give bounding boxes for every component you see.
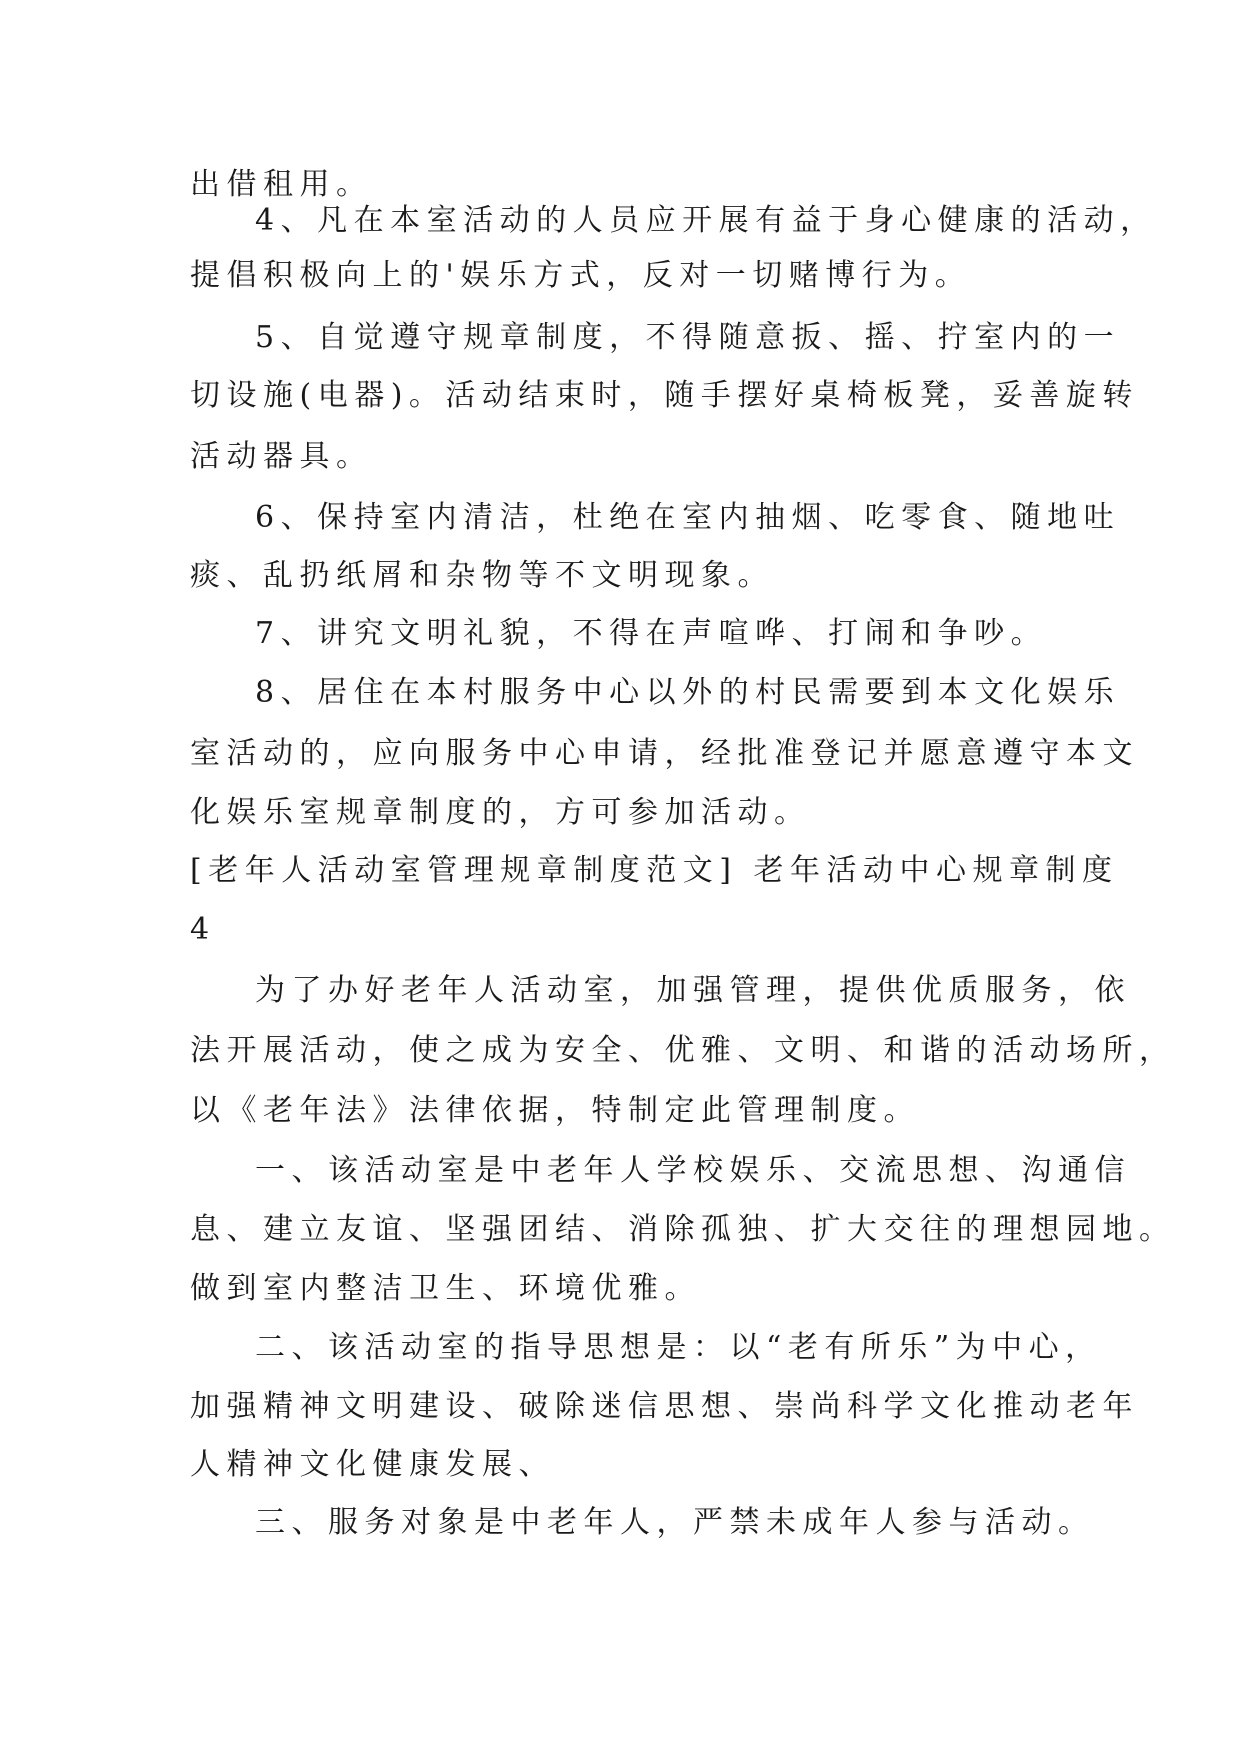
text-line: 室活动的，应向服务中心申请，经批准登记并愿意遵守本文 [190, 736, 1139, 771]
text-line: 痰、乱扔纸屑和杂物等不文明现象。 [190, 558, 774, 593]
text-line: 化娱乐室规章制度的，方可参加活动。 [190, 795, 811, 830]
text-line: 4、凡在本室活动的人员应开展有益于身心健康的活动， [255, 203, 1157, 238]
text-line: 7、讲究文明礼貌，不得在声喧哗、打闹和争吵。 [255, 616, 1048, 651]
text-line: 出借租用。 [190, 167, 373, 202]
text-line: 三、服务对象是中老年人，严禁未成年人参与活动。 [255, 1505, 1095, 1540]
text-line: 提倡积极向上的'娱乐方式，反对一切赌博行为。 [190, 258, 972, 293]
text-line: 人精神文化健康发展、 [190, 1447, 555, 1482]
text-line: 4 [190, 912, 216, 947]
text-line: 活动器具。 [190, 439, 373, 474]
text-line: 切设施(电器)。活动结束时，随手摆好桌椅板凳，妥善旋转 [190, 378, 1139, 413]
text-line: 5、自觉遵守规章制度，不得随意扳、摇、拧室内的一 [255, 320, 1121, 355]
text-line: [老年人活动室管理规章制度范文] 老年活动中心规章制度 [190, 853, 1119, 888]
text-line: 以《老年法》法律依据，特制定此管理制度。 [190, 1093, 920, 1128]
text-line: 8、居住在本村服务中心以外的村民需要到本文化娱乐 [255, 675, 1121, 710]
text-line: 二、该活动室的指导思想是：以“老有所乐”为中心， [255, 1330, 1102, 1365]
text-line: 做到室内整洁卫生、环境优雅。 [190, 1271, 701, 1306]
text-line: 6、保持室内清洁，杜绝在室内抽烟、吃零食、随地吐 [255, 500, 1121, 535]
text-line: 一、该活动室是中老年人学校娱乐、交流思想、沟通信 [255, 1153, 1131, 1188]
text-line: 加强精神文明建设、破除迷信思想、崇尚科学文化推动老年 [190, 1389, 1139, 1424]
text-line: 法开展活动，使之成为安全、优雅、文明、和谐的活动场所， [190, 1033, 1176, 1068]
text-line: 为了办好老年人活动室，加强管理，提供优质服务，依 [255, 973, 1131, 1008]
text-line: 息、建立友谊、坚强团结、消除孤独、扩大交往的理想园地。 [190, 1212, 1176, 1247]
